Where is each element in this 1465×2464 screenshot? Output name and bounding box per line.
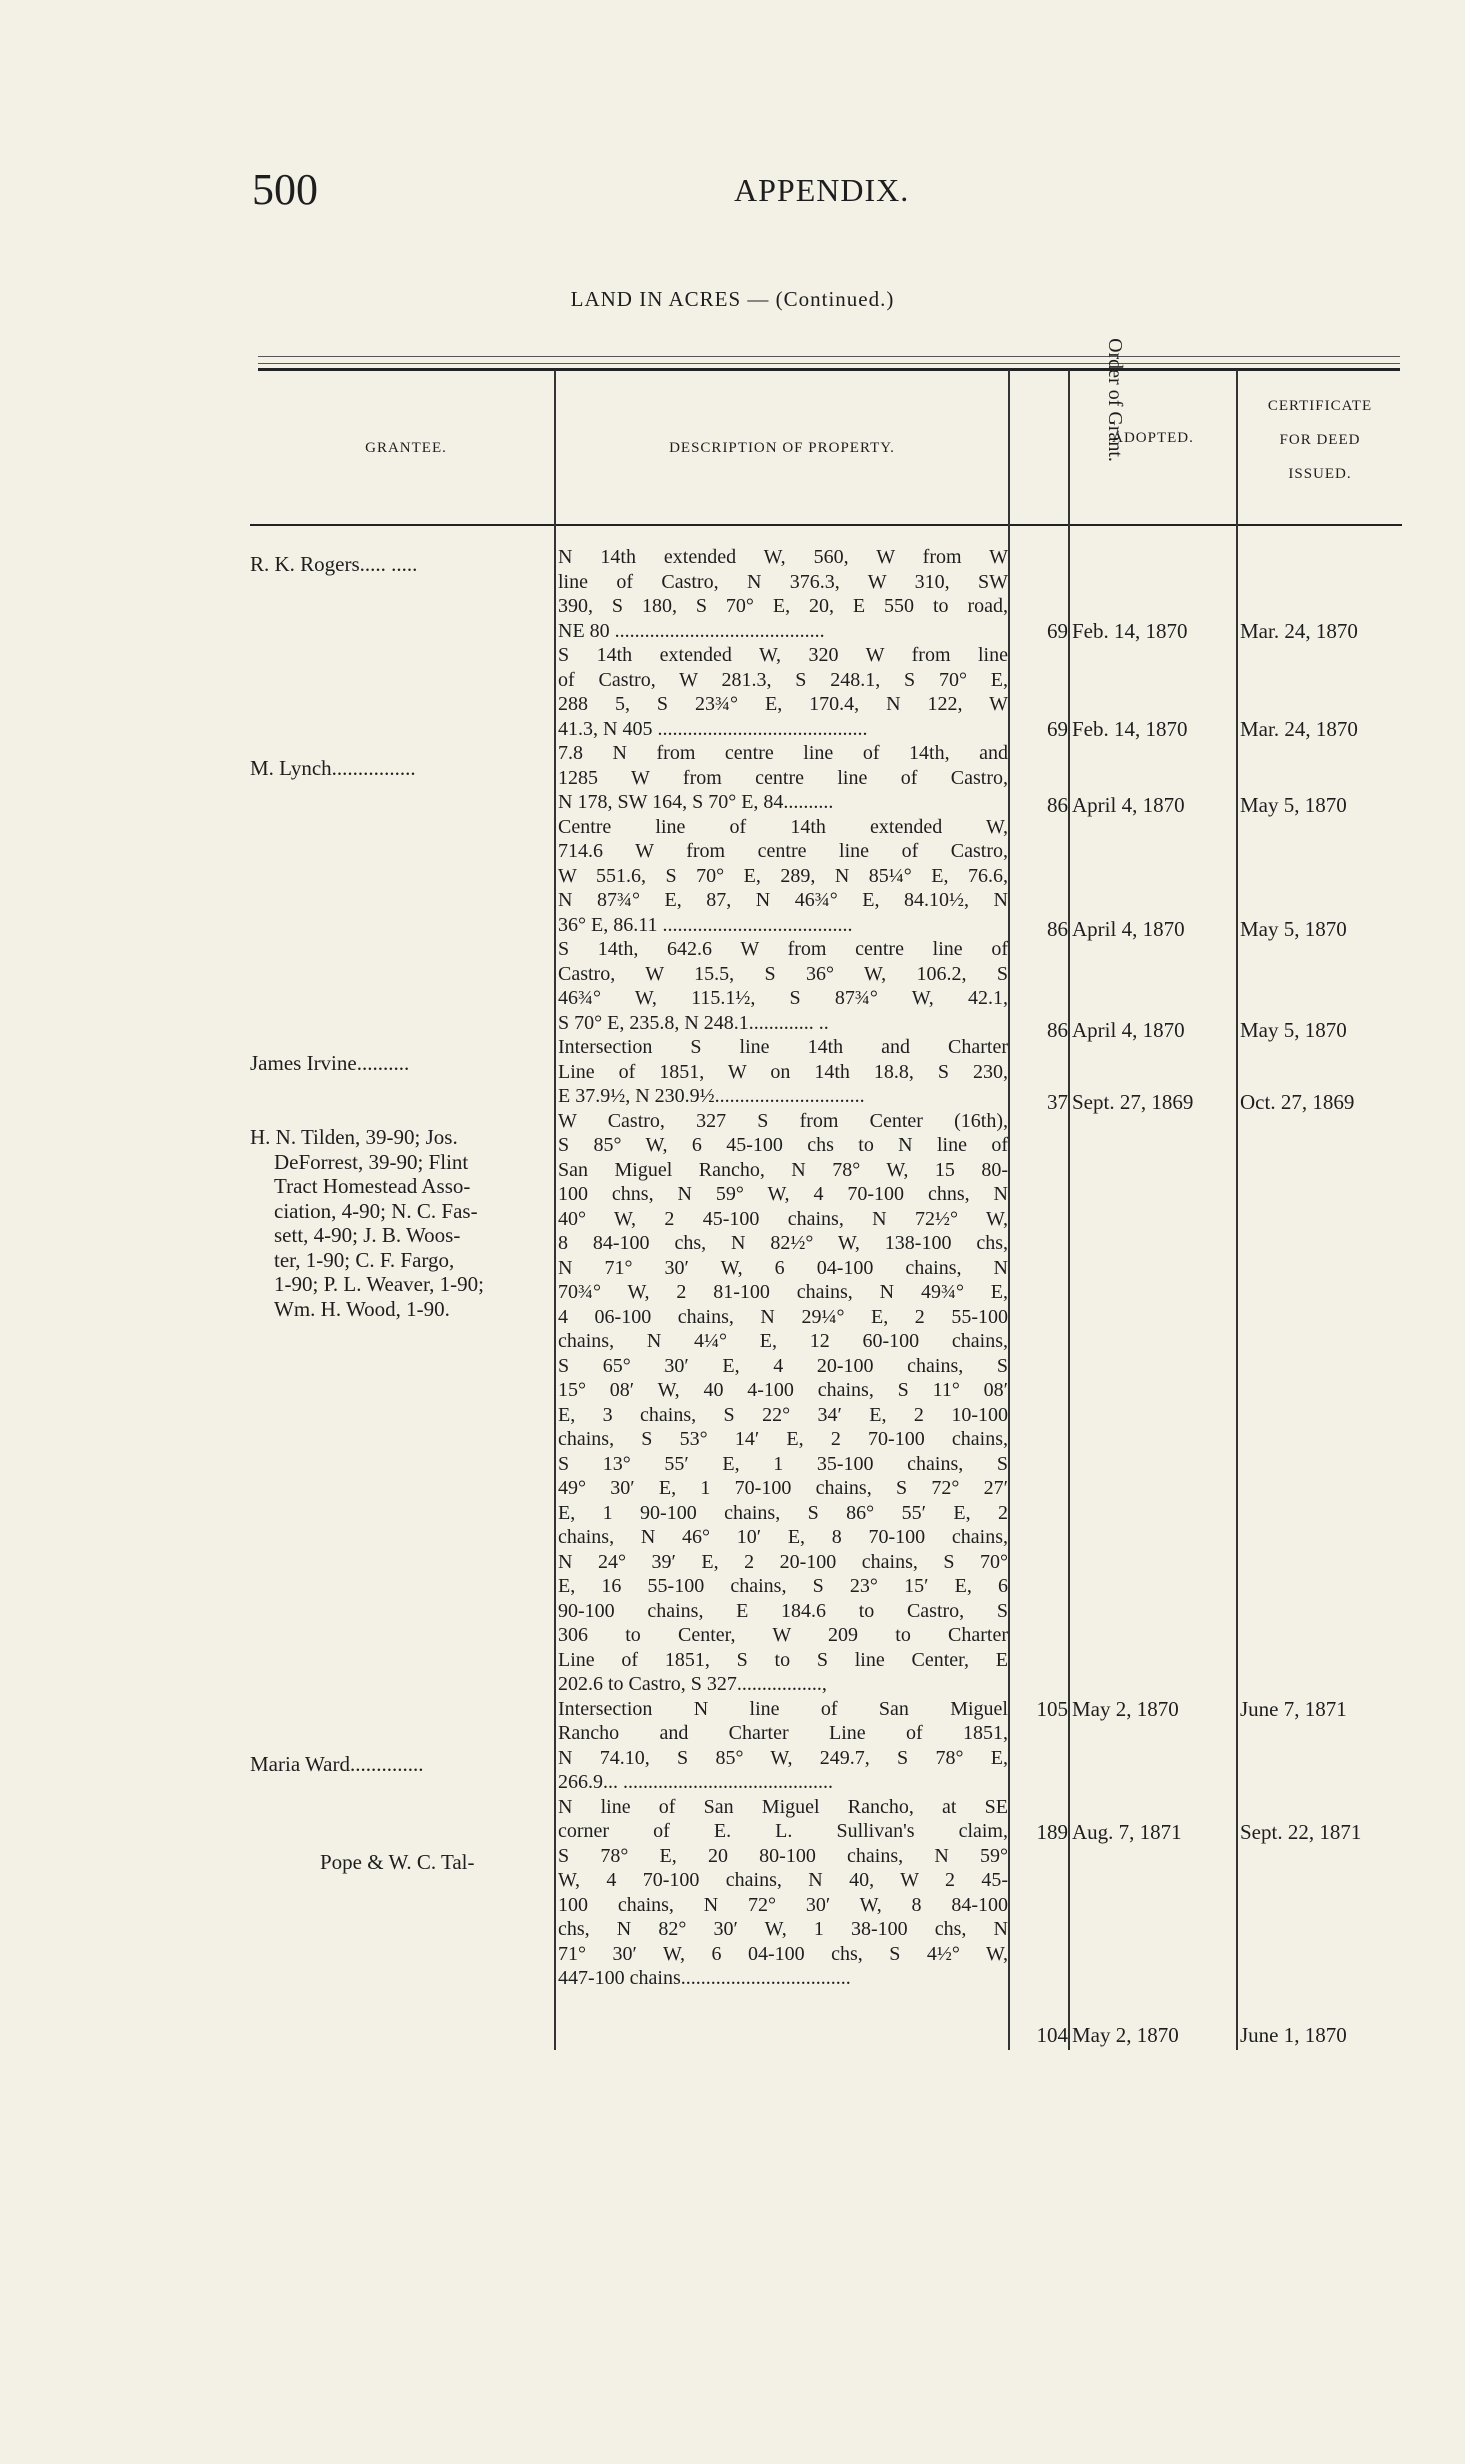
description-line: N 74.10, S 85° W, 249.7, S 78° E, bbox=[558, 1746, 1008, 1769]
description-line: Centre line of 14th extended W, bbox=[558, 815, 1008, 838]
description-line: 288 5, S 23¾° E, 170.4, N 122, W bbox=[558, 693, 1008, 715]
top-rule-3 bbox=[258, 368, 1400, 371]
grantee-ward bbox=[250, 1752, 550, 1777]
description-line: N line of San Miguel Rancho, at SE bbox=[558, 1795, 1008, 1818]
order-number: 86 bbox=[1047, 917, 1068, 941]
description-line: 90-100 chains, E 184.6 to Castro, S bbox=[558, 1599, 1008, 1622]
header-order-of-grant: Order of Grant. bbox=[1104, 338, 1126, 462]
adopted-date: Feb. 14, 1870 bbox=[1072, 717, 1188, 741]
description-line: 202.6 to Castro, S 327................., bbox=[558, 1673, 827, 1695]
description-line: 46¾° W, 115.1½, S 87¾° W, 42.1, bbox=[558, 987, 1008, 1009]
description-line: NE 80 .......................................... bbox=[558, 619, 825, 642]
description-line: 1285 W from centre line of Castro, bbox=[558, 766, 1008, 789]
certificate-date: June 1, 1870 bbox=[1240, 2023, 1347, 2047]
column-divider-1 bbox=[554, 370, 556, 2050]
grantee-line: sett, 4-90; J. B. Woos- bbox=[274, 1223, 461, 1247]
description-line: N 24° 39′ E, 2 20-100 chains, S 70° bbox=[558, 1550, 1008, 1573]
certificate-date: May 5, 1870 bbox=[1240, 1018, 1347, 1042]
grantee-line: H. N. Tilden, 39-90; Jos. bbox=[250, 1125, 458, 1149]
description-line: 70¾° W, 2 81-100 chains, N 49¾° E, bbox=[558, 1281, 1008, 1303]
description-line: 266.9... .......................................... bbox=[558, 1771, 833, 1793]
description-line: 100 chns, N 59° W, 4 70-100 chns, N bbox=[558, 1183, 1008, 1205]
description-line: 447-100 chains.................................. bbox=[558, 1967, 851, 1989]
adopted-date: April 4, 1870 bbox=[1072, 917, 1185, 941]
header-adopted: ADOPTED. bbox=[1112, 430, 1194, 446]
order-number: 37 bbox=[1047, 1090, 1068, 1114]
description-line: 49° 30′ E, 1 70-100 chains, S 72° 27′ bbox=[558, 1477, 1008, 1499]
certificate-date: Oct. 27, 1869 bbox=[1240, 1090, 1355, 1114]
header-grantee: GRANTEE. bbox=[365, 440, 447, 456]
certificate-date: Mar. 24, 1870 bbox=[1240, 619, 1358, 643]
description-line: 4 06-100 chains, N 29¼° E, 2 55-100 bbox=[558, 1305, 1008, 1328]
grantee-lynch bbox=[250, 756, 550, 781]
grantee-tilden-group bbox=[250, 1125, 550, 1321]
adopted-date: Aug. 7, 1871 bbox=[1072, 1820, 1182, 1844]
certificate-date: Mar. 24, 1870 bbox=[1240, 717, 1358, 741]
description-line: Rancho and Charter Line of 1851, bbox=[558, 1722, 1008, 1744]
description-line: E, 16 55-100 chains, S 23° 15′ E, 6 bbox=[558, 1575, 1008, 1597]
description-line: S 85° W, 6 45-100 chs to N line of bbox=[558, 1134, 1008, 1156]
description-line: chs, N 82° 30′ W, 1 38-100 chs, N bbox=[558, 1918, 1008, 1940]
description-line: Line of 1851, S to S line Center, E bbox=[558, 1648, 1008, 1671]
description-line: line of Castro, N 376.3, W 310, SW bbox=[558, 570, 1008, 593]
description-line: 41.3, N 405 .......................................... bbox=[558, 717, 868, 740]
description-line: chains, N 4¼° E, 12 60-100 chains, bbox=[558, 1330, 1008, 1352]
description-line: S 14th extended W, 320 W from line bbox=[558, 644, 1008, 666]
description-line: San Miguel Rancho, N 78° W, 15 80- bbox=[558, 1158, 1008, 1181]
page-number: 500 bbox=[252, 165, 318, 214]
description-line: Line of 1851, W on 14th 18.8, S 230, bbox=[558, 1060, 1008, 1083]
header-certificate-line-1: CERTIFICATE bbox=[1267, 398, 1373, 414]
grantee-line: Maria Ward.............. bbox=[250, 1752, 424, 1776]
grantee-line: M. Lynch................ bbox=[250, 756, 416, 780]
description-line: 71° 30′ W, 6 04-100 chs, S 4½° W, bbox=[558, 1942, 1008, 1965]
adopted-date: April 4, 1870 bbox=[1072, 1018, 1185, 1042]
description-line: 100 chains, N 72° 30′ W, 8 84-100 bbox=[558, 1893, 1008, 1916]
description-line: 15° 08′ W, 40 4-100 chains, S 11° 08′ bbox=[558, 1379, 1008, 1401]
column-divider-4 bbox=[1236, 370, 1238, 2050]
grantee-line: R. K. Rogers..... ..... bbox=[250, 552, 418, 576]
order-number: 86 bbox=[1047, 1018, 1068, 1042]
column-divider-3 bbox=[1068, 370, 1070, 2050]
description-line: S 78° E, 20 80-100 chains, N 59° bbox=[558, 1844, 1008, 1867]
description-line: chains, S 53° 14′ E, 2 70-100 chains, bbox=[558, 1428, 1008, 1450]
certificate-date: June 7, 1871 bbox=[1240, 1697, 1347, 1721]
grantee-line: Tract Homestead Asso- bbox=[274, 1174, 471, 1198]
grantee-line: James Irvine.......... bbox=[250, 1051, 410, 1075]
description-line: N 14th extended W, 560, W from W bbox=[558, 546, 1008, 568]
description-line: N 71° 30′ W, 6 04-100 chains, N bbox=[558, 1256, 1008, 1279]
grantee-rogers bbox=[250, 552, 550, 577]
certificate-date: May 5, 1870 bbox=[1240, 793, 1347, 817]
order-number: 86 bbox=[1047, 793, 1068, 817]
description-line: 8 84-100 chs, N 82½° W, 138-100 chs, bbox=[558, 1232, 1008, 1254]
running-title: APPENDIX. bbox=[734, 172, 910, 208]
description-line: 714.6 W from centre line of Castro, bbox=[558, 840, 1008, 862]
adopted-date: Feb. 14, 1870 bbox=[1072, 619, 1188, 643]
top-rule-2 bbox=[258, 363, 1400, 364]
order-number: 69 bbox=[1047, 717, 1068, 741]
description-line: W, 4 70-100 chains, N 40, W 2 45- bbox=[558, 1869, 1008, 1891]
header-certificate-line-3: ISSUED. bbox=[1288, 466, 1352, 482]
description-line: E, 1 90-100 chains, S 86° 55′ E, 2 bbox=[558, 1501, 1008, 1524]
description-line: 36° E, 86.11 ...................................... bbox=[558, 913, 853, 936]
description-column bbox=[558, 545, 1008, 1991]
adopted-date: May 2, 1870 bbox=[1072, 2023, 1179, 2047]
adopted-date: May 2, 1870 bbox=[1072, 1697, 1179, 1721]
description-line: S 70° E, 235.8, N 248.1............. .. bbox=[558, 1011, 829, 1034]
header-description: DESCRIPTION OF PROPERTY. bbox=[669, 440, 895, 456]
certificate-date: May 5, 1870 bbox=[1240, 917, 1347, 941]
top-rule-1 bbox=[258, 356, 1400, 357]
grantee-line: ter, 1-90; C. F. Fargo, bbox=[274, 1247, 455, 1272]
grantee-line: ciation, 4-90; N. C. Fas- bbox=[274, 1198, 478, 1223]
description-line: E 37.9½, N 230.9½.............................. bbox=[558, 1085, 865, 1107]
description-line: N 178, SW 164, S 70° E, 84.......... bbox=[558, 791, 834, 813]
description-line: N 87¾° E, 87, N 46¾° E, 84.10½, N bbox=[558, 889, 1008, 911]
description-line: W 551.6, S 70° E, 289, N 85¼° E, 76.6, bbox=[558, 864, 1008, 887]
header-certificate-line-2: FOR DEED bbox=[1279, 432, 1361, 448]
description-line: 7.8 N from centre line of 14th, and bbox=[558, 742, 1008, 764]
adopted-date: April 4, 1870 bbox=[1072, 793, 1185, 817]
description-line: Castro, W 15.5, S 36° W, 106.2, S bbox=[558, 962, 1008, 985]
description-line: 40° W, 2 45-100 chains, N 72½° W, bbox=[558, 1207, 1008, 1230]
order-number: 69 bbox=[1047, 619, 1068, 643]
description-line: Intersection N line of San Miguel bbox=[558, 1697, 1008, 1720]
certificate-date: Sept. 22, 1871 bbox=[1240, 1820, 1362, 1844]
description-line: corner of E. L. Sullivan's claim, bbox=[558, 1820, 1008, 1842]
adopted-date: Sept. 27, 1869 bbox=[1072, 1090, 1194, 1114]
grantee-line: Wm. H. Wood, 1-90. bbox=[274, 1296, 450, 1321]
description-line: Intersection S line 14th and Charter bbox=[558, 1036, 1008, 1058]
description-line: S 13° 55′ E, 1 35-100 chains, S bbox=[558, 1452, 1008, 1475]
order-number: 189 bbox=[1036, 1820, 1068, 1844]
order-number: 105 bbox=[1036, 1697, 1068, 1721]
description-line: S 14th, 642.6 W from centre line of bbox=[558, 938, 1008, 960]
grantee-line: 1-90; P. L. Weaver, 1-90; bbox=[274, 1272, 484, 1296]
grantee-irvine bbox=[250, 1051, 550, 1076]
header-bottom-rule bbox=[250, 524, 1402, 526]
grantee-line: Pope & W. C. Tal- bbox=[320, 1850, 475, 1874]
description-line: S 65° 30′ E, 4 20-100 chains, S bbox=[558, 1354, 1008, 1377]
description-line: of Castro, W 281.3, S 248.1, S 70° E, bbox=[558, 668, 1008, 691]
grantee-line: DeForrest, 39-90; Flint bbox=[274, 1149, 469, 1174]
description-line: E, 3 chains, S 22° 34′ E, 2 10-100 bbox=[558, 1403, 1008, 1426]
order-number: 104 bbox=[1036, 2023, 1068, 2047]
description-line: chains, N 46° 10′ E, 8 70-100 chains, bbox=[558, 1526, 1008, 1548]
description-line: W Castro, 327 S from Center (16th), bbox=[558, 1109, 1008, 1132]
table-title: LAND IN ACRES — (Continued.) bbox=[570, 287, 895, 311]
description-line: 390, S 180, S 70° E, 20, E 550 to road, bbox=[558, 595, 1008, 617]
description-line: 306 to Center, W 209 to Charter bbox=[558, 1624, 1008, 1646]
